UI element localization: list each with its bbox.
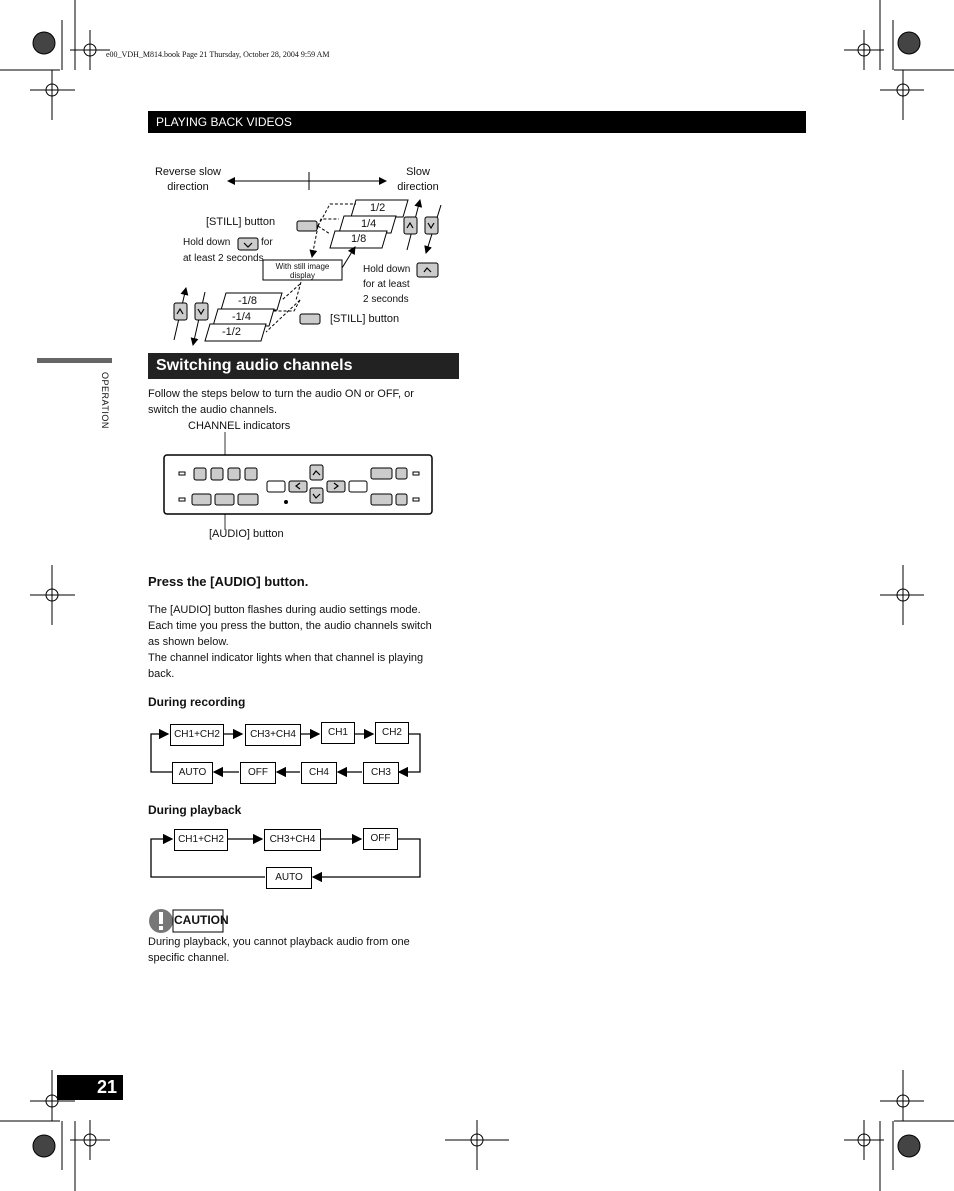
rec-auto: AUTO: [172, 762, 213, 784]
hold-down-right-3: 2 seconds: [363, 294, 409, 305]
rec-ch3: CH3: [363, 762, 399, 784]
rec-ch3-ch4: CH3+CH4: [245, 724, 301, 746]
intro-line-2: switch the audio channels.: [148, 404, 278, 416]
speed-neg-1-2: -1/2: [222, 326, 241, 338]
playback-heading: During playback: [148, 803, 242, 817]
intro-line-1: Follow the steps below to turn the audio ON or OFF, or: [148, 388, 414, 400]
recording-heading: During recording: [148, 695, 246, 709]
play-off: OFF: [363, 828, 398, 850]
hold-down-right-2: for at least: [363, 279, 410, 290]
channel-indicators-label: CHANNEL indicators: [188, 420, 291, 432]
step-line-5: back.: [148, 668, 175, 680]
still-image-label: With still image: [275, 262, 330, 271]
speed-neg-1-4: -1/4: [232, 311, 251, 323]
hold-down-left-duration: at least 2 seconds: [183, 253, 264, 264]
rec-ch1: CH1: [321, 722, 355, 744]
book-info: e00_VDH_M814.book Page 21 Thursday, October 28, 2004 9:59 AM: [106, 50, 330, 59]
caution-badge: [148, 907, 229, 935]
still-button-label-top: [STILL] button: [206, 216, 276, 228]
section-title: Switching audio channels: [148, 353, 459, 379]
page-header: PLAYING BACK VIDEOS: [148, 111, 806, 133]
step-heading: Press the [AUDIO] button.: [148, 574, 309, 589]
speed-neg-1-8: -1/8: [238, 295, 257, 307]
speed-1-8: 1/8: [351, 233, 367, 245]
play-ch1-ch2: CH1+CH2: [174, 829, 228, 851]
slow-direction-label: Slow: [406, 166, 430, 178]
hold-down-left-for: for: [261, 237, 273, 248]
caution-badge-text: CAUTION: [174, 913, 229, 927]
hold-down-left: Hold down: [183, 237, 231, 248]
audio-button-label: [AUDIO] button: [209, 528, 284, 540]
play-ch3-ch4: CH3+CH4: [264, 829, 321, 851]
speed-1-4: 1/4: [361, 218, 377, 230]
side-label: OPERATION: [100, 372, 110, 429]
play-auto: AUTO: [266, 867, 312, 889]
step-line-1: The [AUDIO] button flashes during audio settings mode.: [148, 604, 421, 616]
rec-ch2: CH2: [375, 722, 409, 744]
slow-direction-label-2: direction: [397, 181, 439, 193]
reverse-direction-label: Reverse slow: [154, 166, 222, 178]
hold-down-right: Hold down: [363, 264, 411, 275]
still-image-label-2: display: [290, 271, 315, 280]
caution-line-2: specific channel.: [148, 952, 230, 964]
step-line-4: The channel indicator lights when that channel is playing: [148, 652, 424, 664]
rec-off: OFF: [240, 762, 276, 784]
rec-ch4: CH4: [301, 762, 337, 784]
speed-1-2: 1/2: [370, 202, 386, 214]
page-number: 21: [57, 1075, 123, 1100]
step-line-2: Each time you press the button, the audio channels switch: [148, 620, 432, 632]
step-line-3: as shown below.: [148, 636, 229, 648]
rec-ch1-ch2: CH1+CH2: [170, 724, 224, 746]
caution-line-1: During playback, you cannot playback audio from one: [148, 936, 410, 948]
reverse-direction-label-2: direction: [167, 181, 209, 193]
still-button-label-bottom: [STILL] button: [330, 313, 400, 325]
